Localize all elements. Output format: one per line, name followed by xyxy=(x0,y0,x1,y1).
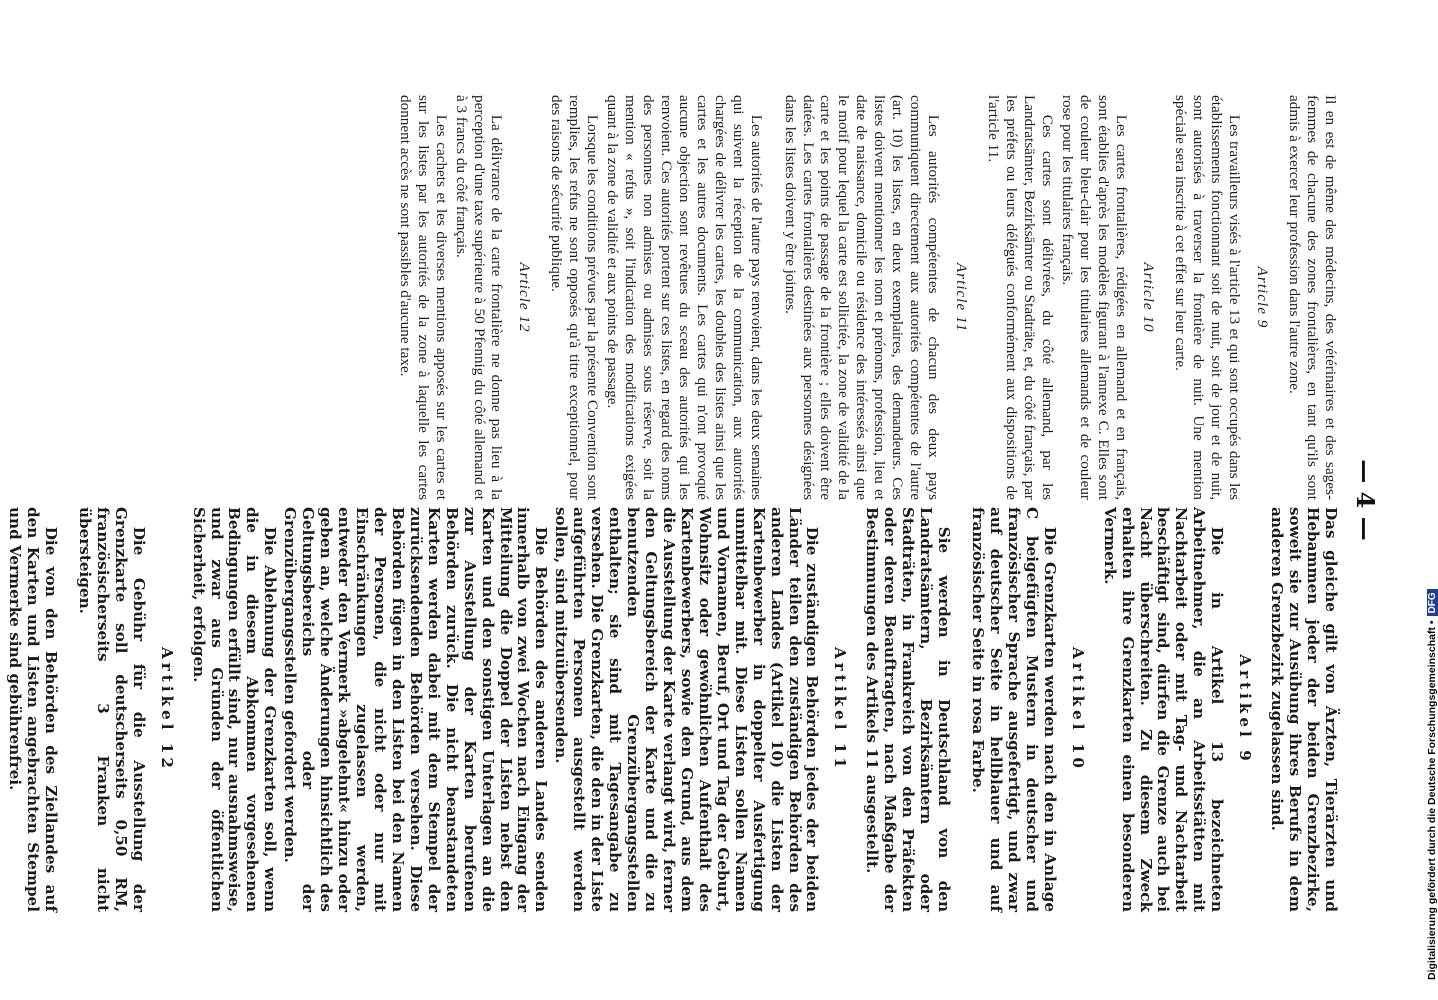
french-article-9-text: Les travailleurs visés à l'article 13 et qui sont occupés dans les établissements fonctionnant soit de nuit, soit de jour et de nuit, sont autorisés à traverser la frontière de nuit. Une mention spéciale sera inscrite à cet effet sur leur carte. xyxy=(1172,95,1244,500)
page-number: — 4 — xyxy=(1351,459,1380,541)
french-article-11-text-1: Les autorités compétentes de chacun des deux pays communiquent directement aux autorités compétentes de l'autre (art. 10) les listes, en deux exemplaires, des demandeurs. Ces listes doivent mentionner les nom et prénoms, profession, lieu et date de naissance, domicile ou résidence des intéressés ainsi que le motif pour lequel la carte est sollicitée, la zone de validité de la carte et les points de passage de la frontière ; elles doivent être datées. Les cartes frontalières destinées aux personnes désignées dans les listes doivent y être jointes. xyxy=(781,95,943,500)
digitization-watermark xyxy=(1416,0,1436,1000)
german-article-12-heading: Artikel 12 xyxy=(157,647,176,772)
german-article-11-text-3: Die Ablehnung der Grenzkarten soll, wenn die in diesem Abkommen vorgesehenen Bedingungen erfüllt sind, nur ausnahmsweise, und zwar aus Gründen der öffentlichen Sicherheit, erfolgen. xyxy=(189,507,280,912)
french-article-11-text-3: Lorsque les conditions prévues par la présente Convention sont remplies, les refus ne sont opposés qu'à titre exceptionnel, pour des raisons de sécurité publique. xyxy=(548,95,602,500)
french-article-12-heading: Article 12 xyxy=(516,262,534,333)
french-article-12-text-1: La délivrance de la carte frontalière ne donne pas lieu à la perception d'une taxe supérieure à 50 Pfennig du côté allemand et à 3 francs du côté français. xyxy=(452,95,506,500)
french-article-11-text-2: Les autorités de l'autre pays renvoient, dans les deux semaines qui suivent la réception de la communication, aux autorités chargées de délivrer les cartes, les doubles des listes ainsi que les cartes et les autres documents. Les cartes qui n'ont provoqué aucune objection sont revêtues du sceau des autorités qui les renvoient. Ces autorités portent sur ces listes, en regard des noms des personnes non admises ou admises sous réserve, soit la mention « refus », soit l'indication des modifications exigées quant à la zone de validité et aux points de passage. xyxy=(604,95,765,500)
french-article-10-text-2: Ces cartes sont délivrées, du côté allemand, par les Landratsämter, Bezirksämter ou Stadträte, et, du côté français, par les préfets ou leurs délégués conformément aux dispositions de l'article 11. xyxy=(985,95,1056,500)
french-article-12-text-2: Les cachets et les diverses mentions apposés sur les cartes et sur les listes par les autorités de la zone à laquelle les cartes donnent accès ne sont passibles d'aucune taxe. xyxy=(396,95,450,500)
german-article-11-text-2: Die Behörden des anderen Landes senden innerhalb von zwei Wochen nach Eingang der Mitteilung die Doppel der Listen nebst den Karten und den sonstigen Unterlagen an die zur Ausstellung der Karten berufenen Behörden zurück. Die nicht beanstandeten Karten werden dabei mit dem Stempel der zurücksendenden Behörden versehen. Diese Behörden fügen in den Listen bei den Namen der Personen, die nicht oder nur mit Einschränkungen zugelassen werden, entweder den Vermerk »abgelehnt« hinzu oder geben an, welche Änderungen hinsichtlich des Geltungsbereichs oder der Grenzübergangsstellen gefordert werden. xyxy=(281,507,551,912)
french-article-11-heading: Article 11 xyxy=(953,262,971,333)
german-article-10-text-1: Die Grenzkarten werden nach den in Anlage C beigefügten Mustern in deutscher und französischer Sprache ausgefertigt, und zwar auf deutscher Seite in hellblauer und auf französischer Seite in rosa Farbe. xyxy=(969,507,1059,912)
german-article-10-text-2: Sie werden in Deutschland von den Landratsämtern, Bezirksämtern oder Stadträten, in Frankreich von den Präfekten oder deren Beauftragten, nach Maßgabe der Bestimmungen des Artikels 11 ausgestellt. xyxy=(863,507,954,912)
german-article-11-text-1: Die zuständigen Behörden jedes der beiden Länder teilen den zuständigen Behörden des anderen Landes (Artikel 10) die Listen der Kartenbewerber in doppelter Ausfertigung unmittelbar mit. Diese Listen sollen Namen und Vornamen, Beruf, Ort und Tag der Geburt, Wohnsitz oder gewöhnlichen Aufenthalt des Kartenbewerbers, sowie den Grund, aus dem die Ausstellung der Karte verlangt wird, ferner den Geltungsbereich der Karte und die zu benutzenden Grenzübergangsstellen enthalten; sie sind mit Tagesangabe zu versehen. Die Grenzkarten, die den in der Liste aufgeführten Personen ausgestellt werden sollen, sind mitzuübersenden. xyxy=(552,507,822,912)
dfg-logo: DFG xyxy=(1427,589,1438,616)
german-article-9-heading: Artikel 9 xyxy=(1236,654,1255,765)
german-column xyxy=(3,507,1339,912)
german-article-12-text-1: Die Gebühr für die Ausstellung der Grenzkarte soll deutscherseits 0,50 RM, französischerseits 3 Franken nicht übersteigen. xyxy=(75,507,148,912)
french-column xyxy=(394,95,1339,500)
german-article-10-heading: Artikel 10 xyxy=(1068,647,1087,772)
german-article-12-text-2: Die von den Behörden des Ziellandes auf den Karten und Listen angebrachten Stempel und Vermerke sind gebührenfrei. xyxy=(6,507,60,912)
french-article-10-heading: Article 10 xyxy=(1140,262,1158,333)
german-intro: Das gleiche gilt von Ärzten, Tierärzten und Hebammen jeder der beiden Grenzbezirke, soweit sie zur Ausübung ihres Berufs in dem anderen Grenzbezirk zugelassen sind. xyxy=(1268,507,1340,912)
french-article-9-heading: Article 9 xyxy=(1254,266,1272,329)
german-article-9-text: Die in Artikel 13 bezeichneten Arbeitnehmer, die an Arbeitsstätten mit Nachtarbeit oder mit Tag- und Nachtarbeit beschäftigt sind, dürfen die Grenze auch bei Nacht überschreiten. Zu diesem Zweck erhalten ihre Grenzkarten einen besonderen Vermerk. xyxy=(1100,507,1227,912)
french-article-10-text-1: Les cartes frontalières, rédigées en allemand et en français, sont établies d'après les modèles figurant à l'annexe C. Elles sont de couleur bleu-clair pour les titulaires allemands et de couleur rose pour les titulaires français. xyxy=(1058,95,1130,500)
watermark-text: Digitalisierung gefördert durch die Deutsche Forschungsgemeinschaft • xyxy=(1426,620,1438,980)
german-article-11-heading: Artikel 11 xyxy=(831,647,850,772)
french-intro: Il en est de même des médecins, des vétérinaires et des sages-femmes de chacune des zones frontalières, en tant qu'ils sont admis à exercer leur profession dans l'autre zone. xyxy=(1286,95,1339,500)
